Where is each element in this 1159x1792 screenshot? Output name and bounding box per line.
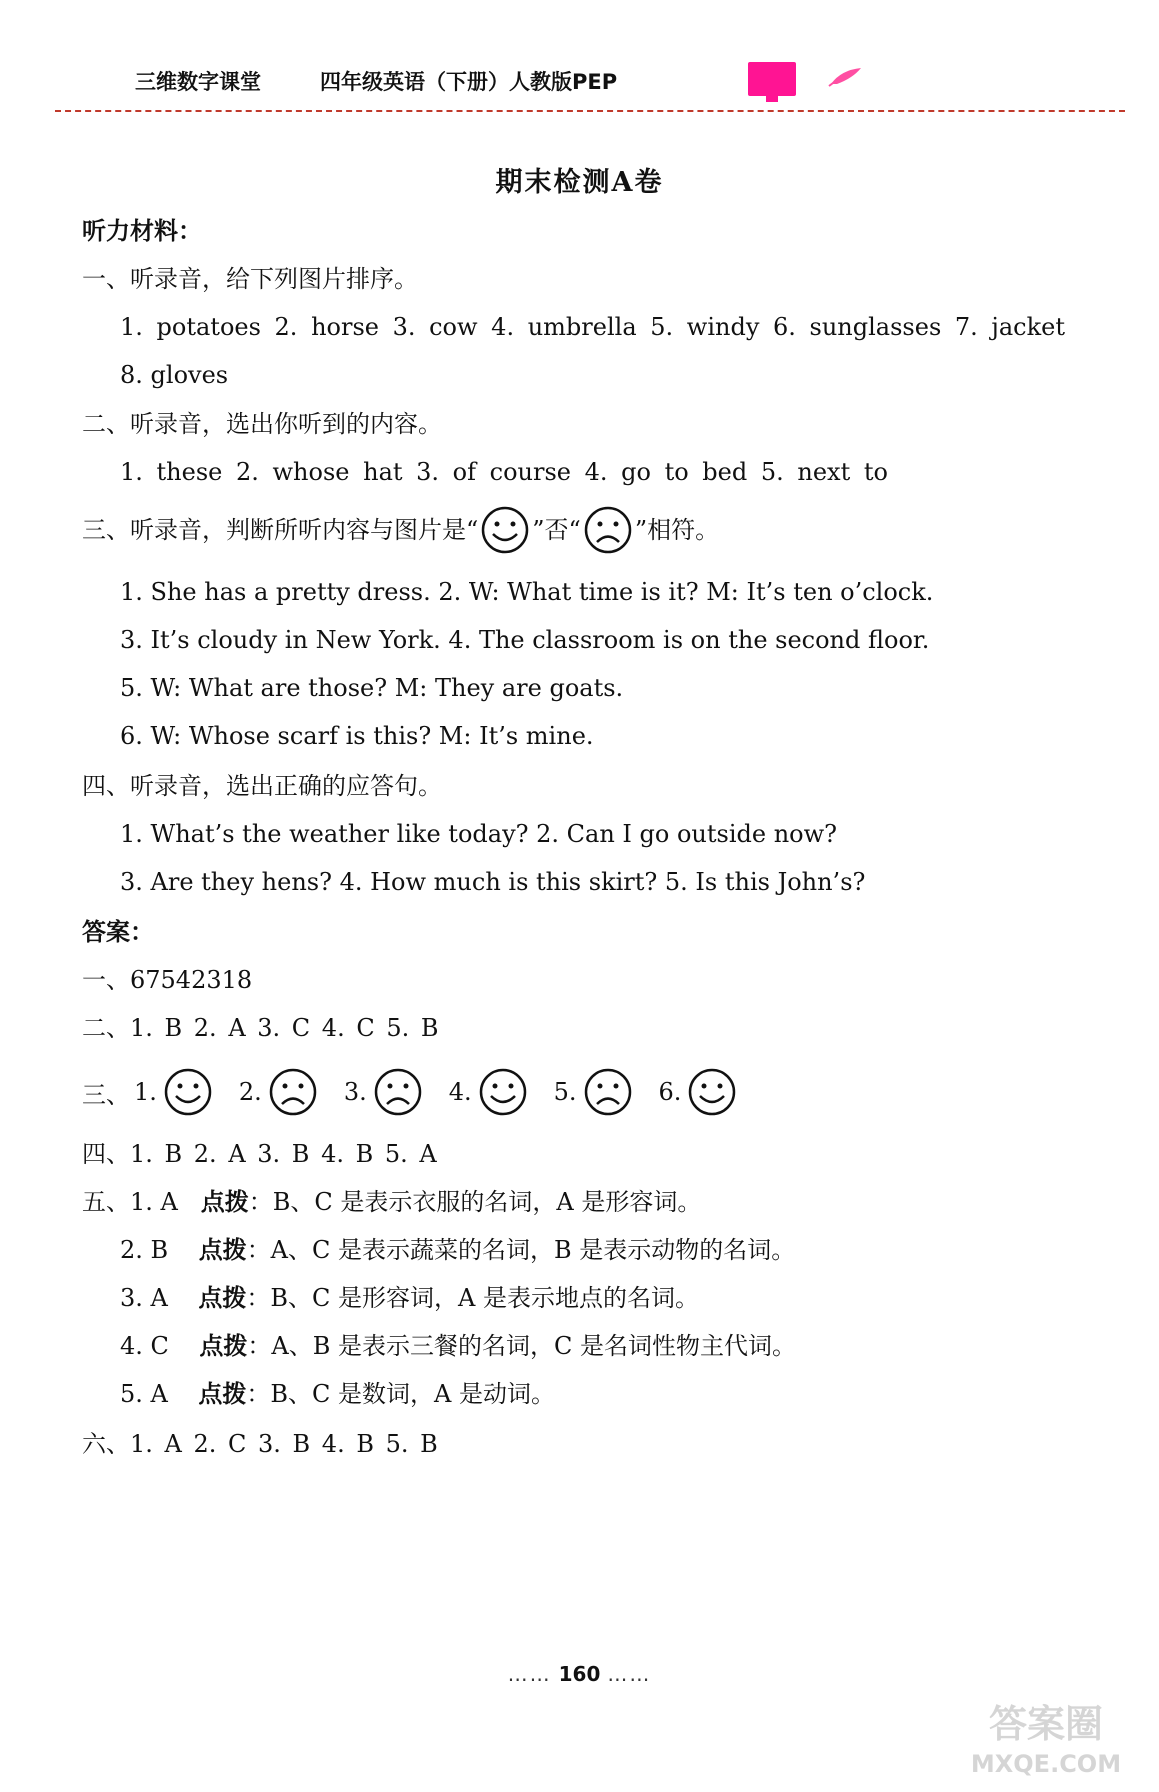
tip-text: ：B、C 是表示衣服的名词，A 是形容词。 (248, 1188, 702, 1216)
answer-section3-label: 4. (448, 1078, 472, 1106)
answer-section5-item (120, 1378, 555, 1410)
section2-heading: 二、听录音，选出你听到的内容。 (82, 410, 442, 438)
section3-line4: 6. W: Whose scarf is this? M: It’s mine. (120, 722, 594, 750)
section1-line2: 8. gloves (120, 361, 229, 389)
tip-text: ：A、B 是表示三餐的名词，C 是名词性物主代词。 (247, 1332, 796, 1360)
monitor-icon (748, 62, 796, 96)
answer-section5-item (120, 1330, 796, 1362)
header-book-title: 四年级英语（下册）人教版PEP (320, 70, 618, 94)
header-brand: 三维数字课堂 (135, 70, 261, 94)
section3-heading-b: ”否“ (532, 516, 581, 544)
answer-section5-item (120, 1282, 699, 1314)
answer-section1: 一、67542318 (82, 966, 253, 994)
page-footer (0, 1662, 1159, 1686)
section3-line3: 5. W: What are those? M: They are goats. (120, 674, 624, 702)
answer-section3 (82, 1062, 739, 1122)
listening-heading: 听力材料： (82, 217, 202, 245)
page-title: 期末检测A卷 (495, 167, 664, 198)
sad-face-icon (583, 1067, 633, 1117)
tip-label: 点拨 (200, 1188, 249, 1216)
section4-line1: 1. What’s the weather like today? 2. Can I go outside now? (120, 820, 838, 848)
section3-line2: 3. It’s cloudy in New York. 4. The classroom is on the second floor. (120, 626, 930, 654)
page-number: 160 (558, 1662, 601, 1686)
answer-section3-label: 2. (238, 1078, 262, 1106)
section3-heading-c: ”相符。 (634, 516, 720, 544)
answer-number: 5. A (120, 1380, 168, 1408)
answer-section4: 四、1. B 2. A 3. B 4. B 5. A (82, 1140, 437, 1168)
answer-section2: 二、1. B 2. A 3. C 4. C 5. B (82, 1014, 439, 1042)
smiley-face-icon (163, 1067, 213, 1117)
smiley-face-icon (480, 505, 530, 555)
smiley-face-icon (478, 1067, 528, 1117)
svg-text:MXQE.COM: MXQE.COM (970, 1750, 1122, 1778)
answer-number: 4. C (120, 1332, 169, 1360)
section3-line1: 1. She has a pretty dress. 2. W: What time is it? M: It’s ten o’clock. (120, 578, 934, 606)
section4-heading: 四、听录音，选出正确的应答句。 (82, 772, 442, 800)
answer-section3-label: 6. (658, 1078, 682, 1106)
answer-number: 3. A (120, 1284, 168, 1312)
answer-section3-label: 5. (553, 1078, 577, 1106)
tip-label: 点拨 (199, 1332, 248, 1360)
answer-number: 五、1. A (82, 1188, 178, 1216)
tip-text: ：A、C 是表示蔬菜的名词，B 是表示动物的名词。 (246, 1236, 796, 1264)
sad-face-icon (583, 505, 633, 555)
page-header (55, 62, 1125, 112)
tip-label: 点拨 (198, 1236, 247, 1264)
answer-number: 2. B (120, 1236, 169, 1264)
footer-dots-left: …… (507, 1662, 552, 1686)
section4-line2: 3. Are they hens? 4. How much is this skirt? 5. Is this John’s? (120, 868, 866, 896)
section1-heading: 一、听录音，给下列图片排序。 (82, 265, 418, 293)
section3-heading (82, 500, 719, 560)
footer-dots-right: …… (607, 1662, 652, 1686)
tip-text: ：B、C 是形容词，A 是表示地点的名词。 (246, 1284, 699, 1312)
section2-line1: 1. these 2. whose hat 3. of course 4. go to bed 5. next to (120, 458, 888, 486)
sad-face-icon (373, 1067, 423, 1117)
rocket-icon (827, 64, 867, 88)
answer-section6: 六、1. A 2. C 3. B 4. B 5. B (82, 1430, 438, 1458)
smiley-face-icon (687, 1067, 737, 1117)
tip-label: 点拨 (198, 1380, 247, 1408)
answer-section5-item (120, 1234, 795, 1266)
section3-heading-a: 三、听录音，判断所听内容与图片是“ (82, 516, 479, 544)
answer-section3-label: 3. (343, 1078, 367, 1106)
answers-heading: 答案： (82, 918, 154, 946)
watermark-logo (951, 1692, 1141, 1782)
tip-label: 点拨 (198, 1284, 247, 1312)
answer-section3-label: 1. (134, 1078, 157, 1106)
tip-text: ：B、C 是数词，A 是动词。 (246, 1380, 555, 1408)
sad-face-icon (268, 1067, 318, 1117)
answer-section5-item (82, 1186, 701, 1218)
answer-section3-prefix: 三、 (82, 1080, 130, 1109)
svg-text:答案圈: 答案圈 (988, 1702, 1104, 1746)
section1-line1: 1. potatoes 2. horse 3. cow 4. umbrella 5. windy 6. sunglasses 7. jacket (120, 313, 1065, 341)
